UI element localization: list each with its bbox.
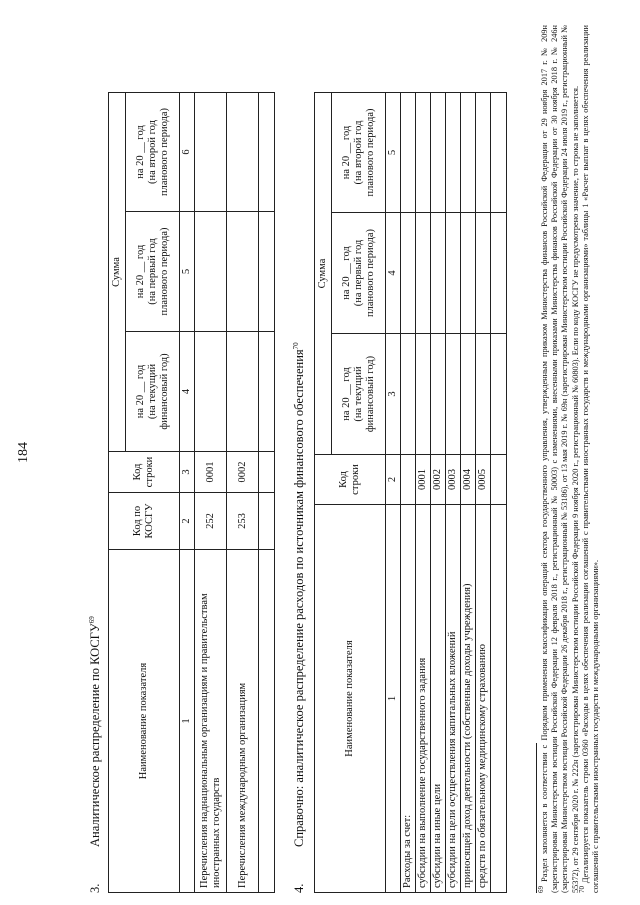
footnote-mark: 70 xyxy=(578,886,587,893)
header-line: финансовый год) xyxy=(364,355,376,433)
value-cell xyxy=(476,92,491,212)
header-line: (на текущий xyxy=(352,366,364,422)
col-header-second-plan-year xyxy=(126,92,180,211)
header-line: на 20 __ год xyxy=(340,246,352,300)
section-4-number: 4. xyxy=(292,883,306,893)
section-4-heading xyxy=(292,342,307,893)
column-number-row xyxy=(180,92,195,892)
column-number-row xyxy=(386,92,401,892)
row-name: субсидии на выполнение государственного задания xyxy=(416,505,431,893)
footnote-ref-69: 69 xyxy=(87,616,96,624)
col-number: 4 xyxy=(180,332,195,452)
value-cell xyxy=(401,213,416,334)
col-number: 3 xyxy=(386,334,401,455)
footnote-text: Раздел заполняется в соответствии с Порядком применения классификации операций сектора государственного управления, утвержденным приказом Министерства финансов Российской Федерации от 29 ноября 2017 г. № 209н (зарегистрирован Министерством юстиции Российской Федерации 12 февраля 2018 г., регистрационный № 50003) с изменениями, внесенными приказами Министерства финансов Российской Федерации от 30 ноября 2018 г. № 246н (зарегистрирован Министерством юстиции Российской Федерации 26 декабря 2018 г., регистрационный № 53186), от 13 мая 2019 г. № 69н (зарегистрирован Министерством юстиции Российской Федерации 24 июля 2019 г., регистрационный № 55372), от 29 сентября 2020 г. № 222н (зарегистрирован Министерством юстиции Российской Федерации 9 ноября 2020 г., регистрационный № 60803). Если по коду КОСГУ не предусмотрено значение, то строка не заполняется. xyxy=(540,25,580,893)
value-cell xyxy=(195,92,227,211)
col-header-indicator: Наименование показателя xyxy=(315,505,386,893)
col-header-current-year xyxy=(332,334,386,455)
footnote-ref-70: 70 xyxy=(291,342,300,350)
row-code: 0002 xyxy=(227,452,259,493)
footnote-70 xyxy=(578,25,601,893)
section-4-title: Справочно: аналитическое распределение расходов по источникам финансового обеспечения xyxy=(292,349,306,847)
value-cell xyxy=(461,92,476,212)
section-3-heading xyxy=(88,616,103,893)
header-line: на 20 __ год xyxy=(134,364,146,419)
col-header-line-code: Код строки xyxy=(315,455,386,505)
col-header-second-plan-year xyxy=(332,92,386,212)
row-name: Расходы за счет: xyxy=(401,505,416,893)
col-header-indicator: Наименование показателя xyxy=(109,550,180,893)
header-line: на 20 __ год xyxy=(134,125,146,179)
row-name: Перечисления международным организациям xyxy=(227,550,259,893)
table-row-empty xyxy=(259,92,275,892)
row-code: 0001 xyxy=(416,455,431,505)
col-number: 1 xyxy=(180,550,195,893)
row-name: Перечисления наднациональным организациям и правительствам иностранных государств xyxy=(195,550,227,893)
header-line: на 20 __ год xyxy=(340,125,352,180)
row-code: 0005 xyxy=(476,455,491,505)
table-row xyxy=(416,92,431,892)
table-row xyxy=(401,92,416,892)
footnote-separator xyxy=(536,743,537,893)
header-line: (на текущий xyxy=(146,363,158,420)
row-name: субсидии на иные цели xyxy=(431,505,446,893)
col-number: 6 xyxy=(180,92,195,211)
footnote-text: Детализируется показатель строки 0360 «Расходы в целях обеспечения реализации соглашений с правительствами иностранных государств и международными организациями» таблицы 1 «Расчет выплат в целях обеспечения реализации соглашений с правительствами иностранных государств и международными организациями». xyxy=(580,25,601,893)
value-cell xyxy=(446,213,461,334)
footnotes xyxy=(537,25,601,893)
col-header-first-plan-year xyxy=(332,213,386,334)
row-kosgu: 252 xyxy=(195,493,227,550)
table-row xyxy=(195,92,227,892)
col-number: 2 xyxy=(180,493,195,550)
col-number: 5 xyxy=(180,212,195,332)
table-row xyxy=(476,92,491,892)
footnote-69 xyxy=(537,25,581,893)
value-cell xyxy=(461,334,476,455)
value-cell xyxy=(476,334,491,455)
section-3-number: 3. xyxy=(88,883,102,893)
col-number: 2 xyxy=(386,455,401,505)
footnote-mark: 69 xyxy=(537,886,546,893)
value-cell xyxy=(195,212,227,332)
header-line: на 20 __ год xyxy=(340,367,352,421)
col-number: 1 xyxy=(386,505,401,893)
funding-sources-table xyxy=(314,92,507,893)
value-cell xyxy=(476,213,491,334)
header-line: планового периода) xyxy=(364,228,376,318)
value-cell xyxy=(416,334,431,455)
header-line: (на второй год xyxy=(146,120,158,184)
row-kosgu: 253 xyxy=(227,493,259,550)
table-row xyxy=(431,92,446,892)
col-number: 4 xyxy=(386,213,401,334)
value-cell xyxy=(227,212,259,332)
value-cell xyxy=(401,92,416,212)
col-header-current-year xyxy=(126,332,180,452)
value-cell xyxy=(227,332,259,452)
value-cell xyxy=(227,92,259,211)
table-row xyxy=(227,92,259,892)
header-line: на 20 __ год xyxy=(134,244,146,299)
header-line: планового периода) xyxy=(158,107,170,197)
section-3-title: Аналитическое распределение по КОСГУ xyxy=(88,623,102,847)
value-cell xyxy=(431,92,446,212)
table-row-empty xyxy=(491,92,507,892)
header-line: (на первый год xyxy=(146,238,158,305)
header-line: планового периода) xyxy=(158,227,170,316)
value-cell xyxy=(401,334,416,455)
value-cell xyxy=(416,92,431,212)
page-number: 184 xyxy=(16,442,31,463)
value-cell xyxy=(446,334,461,455)
value-cell xyxy=(461,213,476,334)
row-code xyxy=(401,455,416,505)
header-line: финансовый год) xyxy=(158,353,170,430)
col-number: 3 xyxy=(180,452,195,493)
row-code: 0001 xyxy=(195,452,227,493)
col-header-line-code: Код строки xyxy=(109,452,180,493)
row-name: средств по обязательному медицинскому страхованию xyxy=(476,505,491,893)
row-code: 0002 xyxy=(431,455,446,505)
col-header-first-plan-year xyxy=(126,212,180,332)
table-row xyxy=(461,92,476,892)
value-cell xyxy=(416,213,431,334)
col-number: 5 xyxy=(386,92,401,212)
header-line: планового периода) xyxy=(364,108,376,197)
row-code: 0004 xyxy=(461,455,476,505)
header-line: (на первый год xyxy=(352,239,364,307)
row-name: приносящей доход деятельности (собственные доходы учреждения) xyxy=(461,505,476,893)
table-row xyxy=(446,92,461,892)
value-cell xyxy=(431,334,446,455)
kosgu-table xyxy=(108,92,275,893)
value-cell xyxy=(446,92,461,212)
col-header-sum: Сумма xyxy=(109,92,126,451)
row-name: субсидии на цели осуществления капитальных вложений xyxy=(446,505,461,893)
header-line: (на второй год xyxy=(352,120,364,185)
value-cell xyxy=(431,213,446,334)
col-header-kosgu: Код по КОСГУ xyxy=(109,493,180,550)
row-code: 0003 xyxy=(446,455,461,505)
col-header-sum: Сумма xyxy=(315,92,332,454)
value-cell xyxy=(195,332,227,452)
